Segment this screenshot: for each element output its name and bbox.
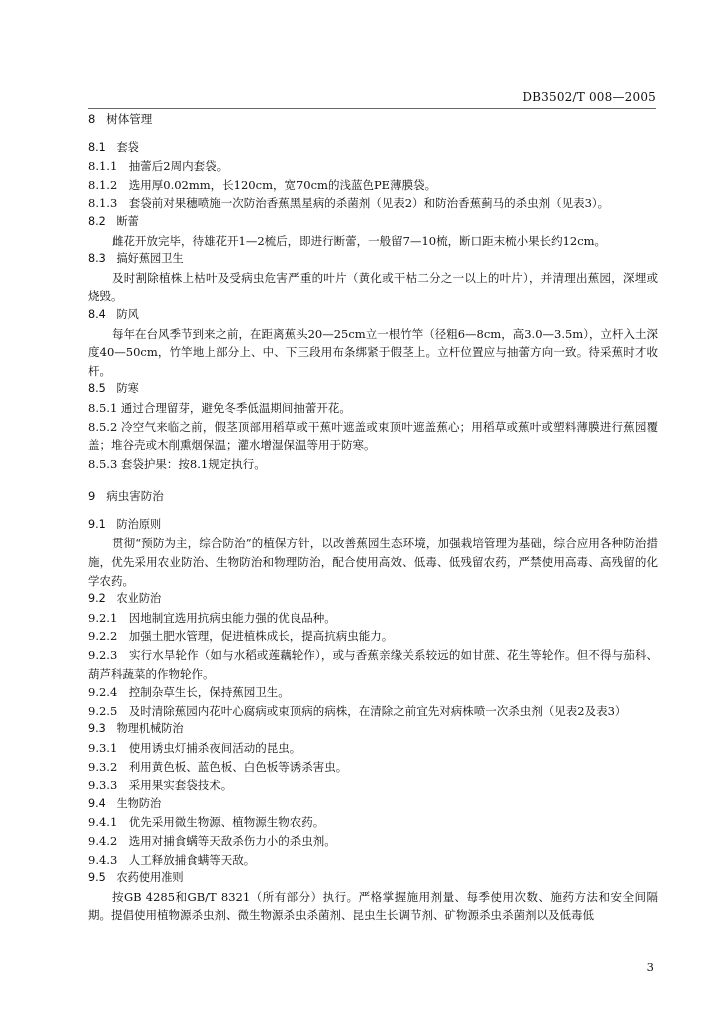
section-8-5-heading	[88, 380, 658, 399]
paragraph-9-1: 贯彻“预防为主，综合防治”的植保方针，以改善蕉园生态环境，加强栽培管理为基础，综合应用各种防治措施，优先采用农业防治、生物防治和物理防治，配合使用高效、低毒、低残留农药，严禁使用高毒、高残留的化学农药。	[88, 536, 658, 588]
clause-9-2-3: 9.2.3 实行水旱轮作（如与水稻或莲藕轮作），或与香蕉亲缘关系较远的如甘蔗、花生等轮作。但不得与茄科、葫芦科蔬菜的作物轮作。	[88, 648, 658, 681]
clause-9-3-2: 9.3.2 利用黄色板、蓝色板、白色板等诱杀害虫。	[88, 759, 348, 774]
section-8-1-heading	[88, 139, 658, 158]
section-title: 病虫害防治	[106, 489, 164, 504]
section-number: 8.1	[88, 140, 106, 154]
clause-9-2-5: 9.2.5 及时清除蕉园内花叶心腐病或束顶病的病株，在清除之前宜先对病株喷一次杀虫剂（见表2及表3）	[88, 703, 627, 718]
section-title: 断蕾	[116, 214, 139, 228]
paragraph-8-3: 及时割除植株上枯叶及受病虫危害严重的叶片（黄化或干枯二分之一以上的叶片），并清理出蕉园，深埋或烧毁。	[88, 270, 658, 304]
section-number: 8.3	[88, 252, 106, 266]
clause-9-4-1: 9.4.1 优先采用微生物源、植物源生物农药。	[88, 815, 325, 830]
clause-9-4-3: 9.4.3 人工释放捕食螨等天敌。	[88, 852, 256, 867]
section-number: 9.2	[88, 592, 106, 606]
clause-9-2-4: 9.2.4 控制杂草生长，保持蕉园卫生。	[88, 685, 290, 700]
section-title: 树体管理	[106, 112, 153, 126]
clause-9-3-1: 9.3.1 使用诱虫灯捕杀夜间活动的昆虫。	[88, 741, 302, 755]
section-number: 9.4	[88, 796, 106, 810]
header-divider	[88, 108, 656, 109]
section-number: 8.5	[88, 382, 106, 396]
section-title: 防治原则	[116, 517, 162, 531]
section-8-4-heading	[88, 306, 658, 325]
standard-code: DB3502/T 008—2005	[522, 90, 656, 104]
paragraph-8-4: 每年在台风季节到来之前，在距离蕉头20—25cm立一根竹竿（径粗6—8cm，高3.0—3.5m），立杆入土深度40—50cm，竹竿地上部分上、中、下三段用布条绑紧于假茎上。立杆位置应与抽蕾方向一致。待采蕉时才收杆。	[88, 326, 658, 378]
page-number: 3	[646, 960, 654, 974]
clause-9-2-1: 9.2.1 因地制宜选用抗病虫能力强的优良品种。	[88, 610, 336, 625]
document-body	[88, 110, 658, 925]
section-title: 套袋	[116, 140, 139, 154]
section-9-5-heading	[88, 869, 658, 888]
clause-9-3-3: 9.3.3 采用果实套袋技术。	[88, 778, 233, 793]
section-title: 生物防治	[116, 796, 162, 810]
section-9-heading	[88, 487, 658, 506]
section-title: 搞好蕉园卫生	[116, 252, 184, 266]
section-title: 农药使用准则	[116, 871, 184, 885]
section-number: 8	[88, 112, 96, 126]
paragraph-8-2: 雌花开放完毕，待雄花开1—2梳后，即进行断蕾，一般留7—10梳，断口距末梳小果长约12cm。	[112, 233, 607, 248]
section-9-1-heading	[88, 516, 658, 535]
section-title: 农业防治	[116, 592, 162, 606]
section-number: 8.4	[88, 307, 106, 321]
section-title: 防寒	[116, 382, 139, 396]
clause-8-5-3: 8.5.3 套袋护果：按8.1规定执行。	[88, 456, 266, 471]
section-title: 防风	[116, 307, 139, 321]
section-9-3-heading	[88, 720, 658, 739]
section-title: 物理机械防治	[116, 722, 184, 736]
section-8-heading	[88, 110, 658, 129]
clause-8-5-2: 8.5.2 冷空气来临之前，假茎顶部用稻草或干蕉叶遮盖或束顶叶遮盖蕉心；用稻草或蕉叶或塑料薄膜进行蕉园覆盖；堆谷壳或木削熏烟保温；灌水增湿保温等用于防寒。	[88, 419, 658, 453]
section-number: 9.1	[88, 517, 106, 531]
section-8-3-heading	[88, 250, 658, 269]
clause-8-5-1: 8.5.1 通过合理留芽，避免冬季低温期间抽蕾开花。	[88, 400, 351, 415]
clause-8-1-1: 8.1.1 抽蕾后2周内套袋。	[88, 159, 229, 174]
clause-8-1-3: 8.1.3 套袋前对果穗喷施一次防治香蕉黑星病的杀菌剂（见表2）和防治香蕉蓟马的杀虫剂（见表3）。	[88, 196, 610, 211]
section-number: 9.3	[88, 722, 106, 736]
section-8-2-heading	[88, 213, 658, 232]
section-number: 9.5	[88, 871, 106, 885]
clause-9-4-2: 9.4.2 选用对捕食螨等天敌杀伤力小的杀虫剂。	[88, 833, 336, 848]
section-9-2-heading	[88, 590, 658, 609]
paragraph-9-5: 按GB 4285和GB/T 8321（所有部分）执行。严格掌握施用剂量、每季使用次数、施药方法和安全间隔期。提倡使用植物源杀虫剂、微生物源杀虫杀菌剂、昆虫生长调节剂、矿物源杀虫杀菌剂以及低毒低	[88, 889, 658, 923]
section-9-4-heading	[88, 795, 658, 814]
section-number: 9	[88, 489, 96, 504]
section-number: 8.2	[88, 214, 106, 228]
clause-9-2-2: 9.2.2 加强土肥水管理，促进植株成长，提高抗病虫能力。	[88, 629, 394, 644]
clause-8-1-2: 8.1.2 选用厚0.02mm，长120cm，宽70cm的浅蓝色PE薄膜袋。	[88, 177, 437, 192]
